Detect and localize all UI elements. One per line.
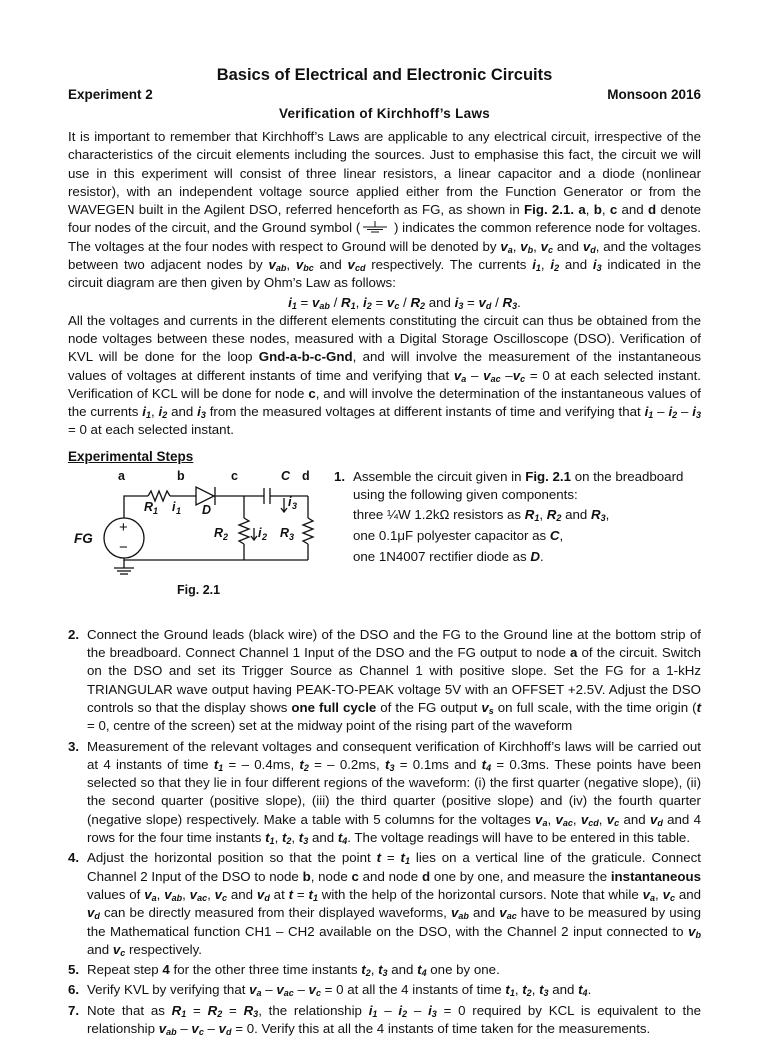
fg-source-label: FG [74,530,93,546]
i2-subscript: 2 [262,531,268,542]
document-subtitle: Verification of Kirchhoff’s Laws [278,106,491,121]
source-plus-sign: + [119,518,128,536]
i1-subscript: 1 [176,505,182,516]
component-resistors: three ¼W 1.2kΩ resistors as $R_1$, $R_2$ and $R_3$, [353,507,610,524]
intro-paragraph-2: All the voltages and currents in the different elements constituting the circuit can thus be obtained from the node voltages between these nodes, measured with a Digital Storage Oscilloscope (DSO). Verification of KVL will be done for the loop Gnd-a-b-c-Gnd, and will involve the measurement of the instantaneous values of voltages at different instants of time and verifying that $v_a - v_{ac}$ $-v_c = 0$ at each selected instant. Verification of KCL will be done for node c, and will involve the determination of the instantaneous values of the currents $i_1$, $i_2$ and $i_3$ from the measured voltages at different instants of time and verifying that $i_1 - i_2 - i_3 = 0$ at each selected instant. [68,312,701,438]
source-minus-sign: − [119,538,128,556]
experimental-steps-heading: Experimental Steps [68,448,194,464]
figure-and-step1 [68,468,701,626]
r3-subscript: 3 [289,531,295,542]
figure-caption: Fig. 2.1 [177,582,221,597]
step-number: 1. [334,468,346,484]
i2-label: i [258,525,262,540]
node-a-label: a [118,468,125,483]
step-6: 6. Verify KVL by verifying that $v_a - v_{ac} - v_c = 0$ at all the 4 instants of time $t_1$, $t_2$, $t_3$ and $t_4$. [68,982,592,999]
circuit-figure [68,468,320,626]
node-d-label: d [302,468,310,483]
step-7: 7. Note that as $R_1 = R_2 = R_3$, the relationship $i_1 - i_2 - i_3 = 0$ required by KCL is equivalent to the relationship $v_{ab} - v_c - v_d = 0$. Verify this at all the 4 instants of time taken for the measurements. [68,1002,701,1037]
ground-symbol-icon [360,221,390,233]
r1-subscript: 1 [153,505,159,516]
i3-label: i [288,494,292,509]
r2-label: R [214,525,224,540]
step-1: 1. Assemble the circuit given in Fig. 2.1 on the breadboard using the following given components: three ¼W 1.2kΩ resistors as $R_1$, $R_2$ and $R_3$, one 0.1μF polyester capacitor as C, one 1N4007 rectifier diode as D. [320,468,701,626]
diode-label: D [202,502,212,517]
experiment-label: Experiment 2 [68,87,153,102]
r1-label: R [144,499,154,514]
session-label: Monsoon 2016 [607,87,701,102]
header-row [68,86,701,104]
step-4: 4. Adjust the horizontal position so that the point $t = t_1$ lies on a vertical line of the graticule. Connect Channel 2 Input of the DSO to node b, node c and node d one by one, and measure the instantaneous values of $v_a$, $v_{ab}$, $v_{ac}$, $v_c$ and $v_d$ at $t = t_1$ with the help of the horizontal cursors. Note that while $v_a$, $v_c$ and $v_d$ can be directly measured from their displayed waveforms, $v_{ab}$ and $v_{ac}$ have to be measured by using the Mathematical function CH1 – CH2 available on the DSO, with the Channel 2 input connected to $v_b$ and $v_c$ respectively. [68,850,702,958]
ohms-law-equations: $i_1 = v_{ab} / R_1$, $i_2 = v_c / R_2$ and $i_3 = v_d / R_3$. [288,294,521,311]
step-5: 5. Repeat step 4 for the other three time instants $t_2$, $t_3$ and $t_4$ one by one. [68,962,500,979]
component-list [334,504,701,567]
step-2: 2. Connect the Ground leads (black wire) of the DSO and the FG to the Ground line at the bottom strip of the breadboard. Connect Channel 1 Input of the DSO and the FG output to node a of the circuit. Switch on the DSO and set its Trigger Source as Channel 1 with positive slope. Set the FG for a 1-kHz TRIANGULAR wave output having PEAK-TO-PEAK voltage 5V with an OFFSET +2.5V. Adjust the DSO controls so that the display shows one full cycle of the FG output $v_s$ on full scale, with the time origin (t = 0, centre of the screen) set at the midway point of the rising part of the waveform [68,626,701,734]
node-b-label: b [177,468,185,483]
step-3: 3. Measurement of the relevant voltages and consequent verification of Kirchhoff’s laws will be carried out at 4 instants of time $t_1$ = – 0.4ms, $t_2$ = – 0.2ms, $t_3 = 0.1ms$ and $t_4 = 0.3ms$. These points have been selected so that they lie in four different regions of the waveform: (i) the first quarter (negative slope), (ii) the second quarter (positive slope), (iii) the third quarter (positive slope) and (iv) the fourth quarter (negative slope) respectively. Make a table with 5 columns for the voltages $v_a$, $v_{ac}$, $v_{cd}$, $v_c$ and $v_d$ and 4 rows for the four time instants $t_1$, $t_2$, $t_3$ and $t_4$. The voltage readings will have to be entered in this table. [68,738,701,847]
circuit-diagram [68,468,320,626]
node-c-label: c [231,468,238,483]
intro-paragraph-1: It is important to remember that Kirchhoff’s Laws are applicable to any electrical circuit, irrespective of the characteristics of the circuit elements including the sources. Just to emphasise this fact, the circuit we will use in this experiment will consist of three linear resistors, a linear capacitor and a diode (nonlinear resistor), with an independent voltage source applied either from the Function Generator or from the WAVEGEN built in the Agilent DSO, referred henceforth as FG, as shown in Fig. 2.1. a, b, c and d denote four nodes of the circuit, and the Ground symbol ( ) indicates the common reference node for voltages. The voltages at the four nodes with respect to Ground will be denoted by $v_a$, $v_b$, $v_c$ and $v_d$, and the voltages between two adjacent nodes by $v_{ab}$, $v_{bc}$ and $v_{cd}$ respectively. The currents $i_1$, $i_2$ and $i_3$ indicated in the circuit diagram are then given by Ohm’s Law as follows: [68,129,702,291]
component-diode: one 1N4007 rectifier diode as D. [353,549,544,565]
capacitor-label: C [281,468,291,483]
steps-list [68,626,701,1039]
document-title: Basics of Electrical and Electronic Circuits [216,66,553,84]
component-capacitor: one 0.1μF polyester capacitor as C, [353,528,564,544]
i3-subscript: 3 [292,500,298,511]
r3-label: R [280,525,290,540]
i1-label: i [172,499,176,514]
document-page [68,64,701,1040]
r2-subscript: 2 [223,531,229,542]
